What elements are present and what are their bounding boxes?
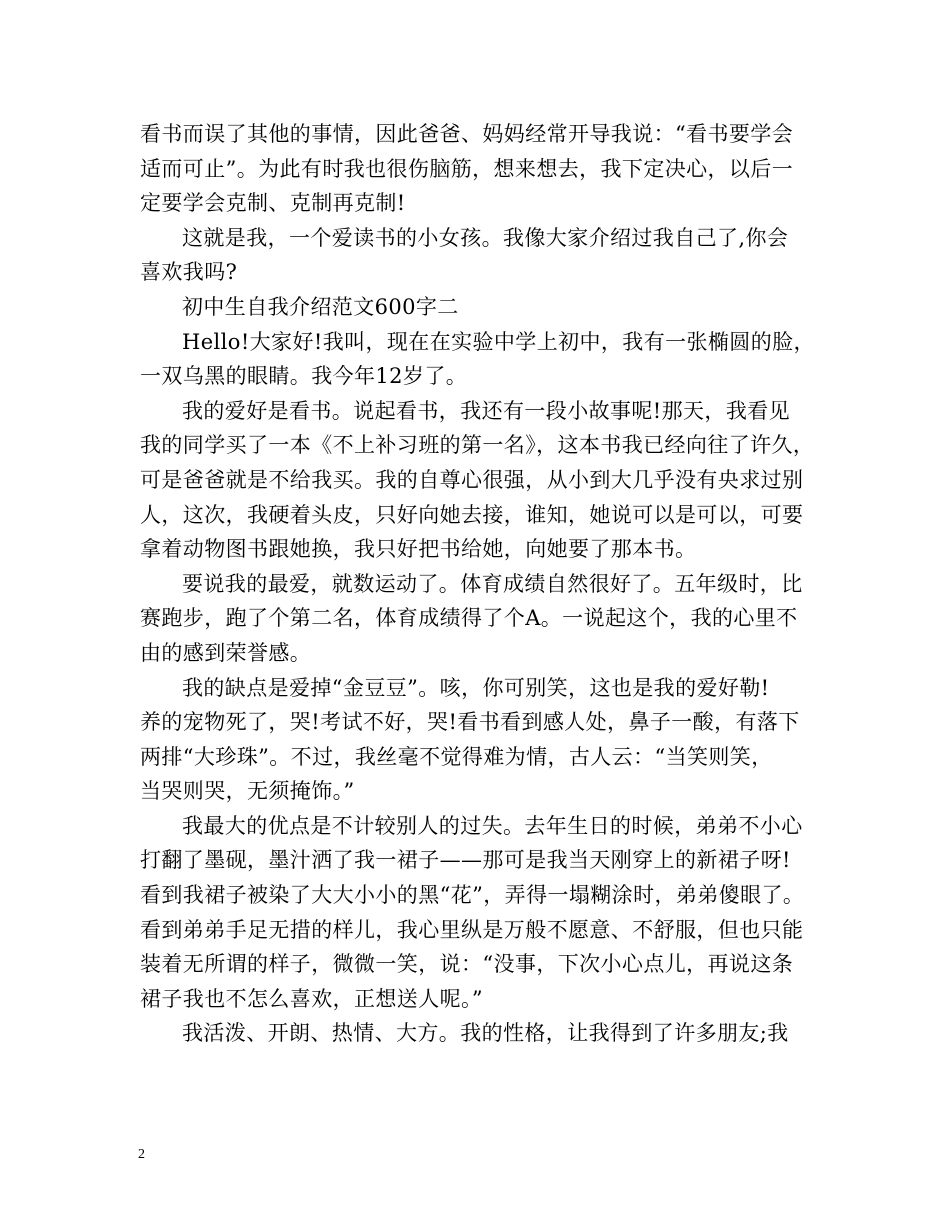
text-line: 拿着动物图书跟她换，我只好把书给她，向她要了那本书。 xyxy=(140,537,697,562)
text-line: 可是爸爸就是不给我买。我的自尊心很强，从小到大几乎没有央求过别 xyxy=(140,467,804,492)
text-line: 两排“大珍珠”。不过，我丝毫不觉得难为情，古人云：“当笑则笑， xyxy=(140,744,773,769)
text-line: 看到弟弟手足无措的样儿，我心里纵是万般不愿意、不舒服，但也只能 xyxy=(140,917,804,942)
section-heading: 初中生自我介绍范文600字二 xyxy=(182,294,459,319)
text-line: 由的感到荣誉感。 xyxy=(140,640,312,665)
text-line: 我活泼、开朗、热情、大方。我的性格，让我得到了许多朋友;我 xyxy=(182,1021,789,1046)
text-line: 打翻了墨砚，墨汁洒了我一裙子——那可是我当天刚穿上的新裙子呀! xyxy=(140,848,791,873)
text-line: 人，这次，我硬着头皮，只好向她去接，谁知，她说可以是可以，可要 xyxy=(140,502,804,527)
text-line: 养的宠物死了，哭!考试不好，哭!看书看到感人处，鼻子一酸，有落下 xyxy=(140,710,800,735)
text-line: 我的爱好是看书。说起看书，我还有一段小故事呢!那天，我看见 xyxy=(182,398,791,423)
text-line: 适而可止”。为此有时我也很伤脑筋，想来想去，我下定决心，以后一 xyxy=(140,156,794,181)
text-line: 当哭则哭，无须掩饰。” xyxy=(140,779,355,804)
text-line: 一双乌黑的眼睛。我今年12岁了。 xyxy=(140,364,468,389)
text-line: 看到我裙子被染了大大小小的黑“花”，弄得一塌糊涂时，弟弟傻眼了。 xyxy=(140,883,805,908)
text-line: 赛跑步，跑了个第二名，体育成绩得了个A。一说起这个，我的心里不 xyxy=(140,606,798,631)
text-line: 喜欢我吗? xyxy=(140,260,238,285)
document-body xyxy=(140,117,820,1051)
text-line: Hello!大家好!我叫，现在在实验中学上初中，我有一张椭圆的脸， xyxy=(182,329,815,354)
text-line: 看书而误了其他的事情，因此爸爸、妈妈经常开导我说：“看书要学会 xyxy=(140,122,794,146)
text-line: 这就是我，一个爱读书的小女孩。我像大家介绍过我自己了,你会 xyxy=(182,225,789,250)
page-number: 2 xyxy=(138,1147,145,1162)
text-line: 装着无所谓的样子，微微一笑，说：“没事，下次小心点儿，再说这条 xyxy=(140,952,794,977)
text-line: 定要学会克制、克制再克制! xyxy=(140,191,406,216)
text-line: 我最大的优点是不计较别人的过失。去年生日的时候，弟弟不小心 xyxy=(182,813,803,838)
text-line: 我的同学买了一本《不上补习班的第一名》，这本书我已经向往了许久， xyxy=(140,433,815,458)
text-line: 裙子我也不怎么喜欢，正想送人呢。” xyxy=(140,986,484,1011)
text-line: 我的缺点是爱掉“金豆豆”。咳，你可别笑，这也是我的爱好勒! xyxy=(182,675,770,700)
text-line: 要说我的最爱，就数运动了。体育成绩自然很好了。五年级时，比 xyxy=(182,571,803,596)
